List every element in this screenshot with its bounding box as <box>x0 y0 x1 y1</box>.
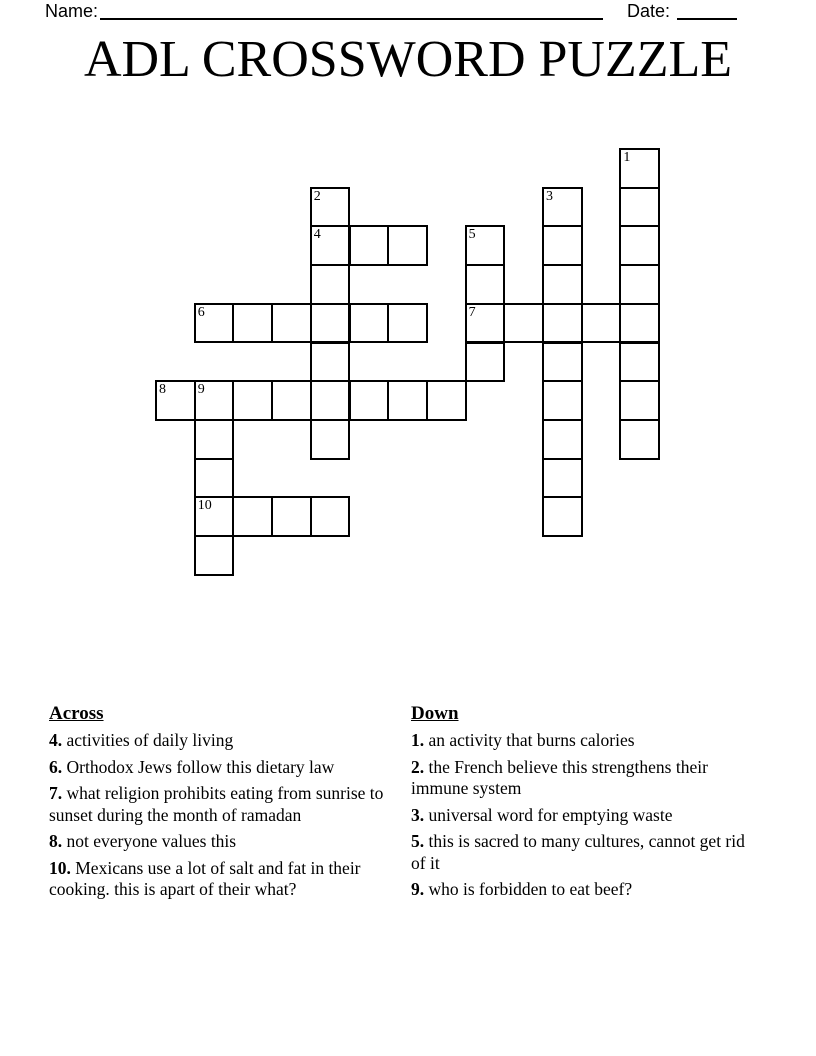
grid-cell[interactable] <box>155 380 196 421</box>
across-clues-section <box>49 703 385 906</box>
clue-number: 6. <box>49 756 63 777</box>
clue-number: 10. <box>49 857 71 878</box>
grid-cell[interactable] <box>542 303 583 344</box>
grid-cell[interactable] <box>310 419 351 460</box>
clue-number: 5. <box>411 831 425 851</box>
clue-item <box>411 757 747 800</box>
grid-cell[interactable] <box>465 264 506 305</box>
down-clues-section <box>411 703 747 906</box>
across-clue-list <box>49 730 385 901</box>
grid-cell[interactable] <box>310 342 351 383</box>
grid-cell[interactable] <box>619 303 660 344</box>
clue-number: 4. <box>49 730 63 750</box>
date-label: Date: <box>627 1 671 21</box>
clue-text: the French believe this strengthens their immune system <box>411 756 708 798</box>
grid-cell[interactable] <box>503 303 544 344</box>
grid-cell[interactable] <box>194 535 235 576</box>
grid-cell[interactable] <box>310 264 351 305</box>
cell-number: 5 <box>468 227 476 243</box>
grid-cell[interactable] <box>542 458 583 499</box>
grid-cell[interactable] <box>619 225 660 266</box>
clue-text: what religion prohibits eating from sunrise to sunset during the month of ramadan <box>49 783 384 825</box>
grid-cell[interactable] <box>387 303 428 344</box>
grid-cell[interactable] <box>310 380 351 421</box>
clue-number: 8. <box>49 831 63 851</box>
name-label: Name: <box>45 1 99 21</box>
clue-item <box>411 831 747 874</box>
grid-cell[interactable] <box>619 187 660 228</box>
grid-cell[interactable] <box>349 380 390 421</box>
grid-cell[interactable] <box>465 342 506 383</box>
grid-cell[interactable] <box>619 419 660 460</box>
grid-cell[interactable] <box>542 187 583 228</box>
grid-cell[interactable] <box>271 380 312 421</box>
grid-cell[interactable] <box>619 380 660 421</box>
grid-cell[interactable] <box>194 496 235 537</box>
across-heading: Across <box>49 703 104 724</box>
clue-item <box>411 879 747 901</box>
grid-cell[interactable] <box>310 496 351 537</box>
grid-cell[interactable] <box>194 419 235 460</box>
grid-cell[interactable] <box>542 496 583 537</box>
clue-item <box>49 783 385 826</box>
grid-cell[interactable] <box>387 380 428 421</box>
cell-number: 6 <box>197 304 205 320</box>
page-title: ADL CROSSWORD PUZZLE <box>83 31 733 88</box>
clue-text: Mexicans use a lot of salt and fat in their cooking. this is apart of their what? <box>49 857 361 899</box>
grid-cell[interactable] <box>542 225 583 266</box>
clue-number: 9. <box>411 879 425 899</box>
clue-number: 2. <box>411 756 425 777</box>
clue-item <box>49 730 385 752</box>
down-clue-list <box>411 730 747 901</box>
grid-cell[interactable] <box>619 148 660 189</box>
grid-cell[interactable] <box>310 303 351 344</box>
clue-text: this is sacred to many cultures, cannot get rid of it <box>411 831 745 873</box>
down-heading: Down <box>411 703 459 724</box>
grid-cell[interactable] <box>465 225 506 266</box>
clue-text: universal word for emptying waste <box>424 804 673 825</box>
clue-item <box>49 831 385 853</box>
grid-cell[interactable] <box>310 225 351 266</box>
grid-cell[interactable] <box>619 342 660 383</box>
grid-cell[interactable] <box>349 225 390 266</box>
clue-text: who is forbidden to eat beef? <box>424 879 633 899</box>
grid-cell[interactable] <box>271 496 312 537</box>
clue-item <box>49 858 385 901</box>
grid-cell[interactable] <box>194 380 235 421</box>
clue-text: activities of daily living <box>62 730 234 750</box>
cell-number: 4 <box>313 227 321 243</box>
clue-text: not everyone values this <box>62 831 237 851</box>
grid-cell[interactable] <box>194 303 235 344</box>
grid-cell[interactable] <box>542 419 583 460</box>
cell-number: 3 <box>546 188 553 204</box>
clue-number: 1. <box>411 730 425 750</box>
clue-item <box>411 730 747 752</box>
cell-number: 9 <box>197 382 205 398</box>
clue-item <box>49 757 385 779</box>
grid-cell[interactable] <box>542 342 583 383</box>
cell-number: 1 <box>623 150 631 165</box>
clue-number: 3. <box>411 804 425 825</box>
grid-cell[interactable] <box>465 303 506 344</box>
clue-item <box>411 805 747 827</box>
cell-number: 7 <box>468 304 476 320</box>
grid-cell[interactable] <box>542 380 583 421</box>
cell-number: 10 <box>197 498 212 514</box>
grid-cell[interactable] <box>387 225 428 266</box>
grid-cell[interactable] <box>194 458 235 499</box>
grid-cell[interactable] <box>426 380 467 421</box>
grid-cell[interactable] <box>310 187 351 228</box>
grid-cell[interactable] <box>542 264 583 305</box>
grid-cell[interactable] <box>581 303 622 344</box>
grid-cell[interactable] <box>619 264 660 305</box>
clue-text: an activity that burns calories <box>424 730 635 750</box>
cell-number: 8 <box>159 382 166 398</box>
grid-cell[interactable] <box>232 496 273 537</box>
grid-cell[interactable] <box>232 303 273 344</box>
cell-number: 2 <box>313 188 321 204</box>
grid-cell[interactable] <box>232 380 273 421</box>
grid-cell[interactable] <box>349 303 390 344</box>
clue-number: 7. <box>49 783 63 803</box>
grid-cell[interactable] <box>271 303 312 344</box>
clue-text: Orthodox Jews follow this dietary law <box>62 756 335 777</box>
